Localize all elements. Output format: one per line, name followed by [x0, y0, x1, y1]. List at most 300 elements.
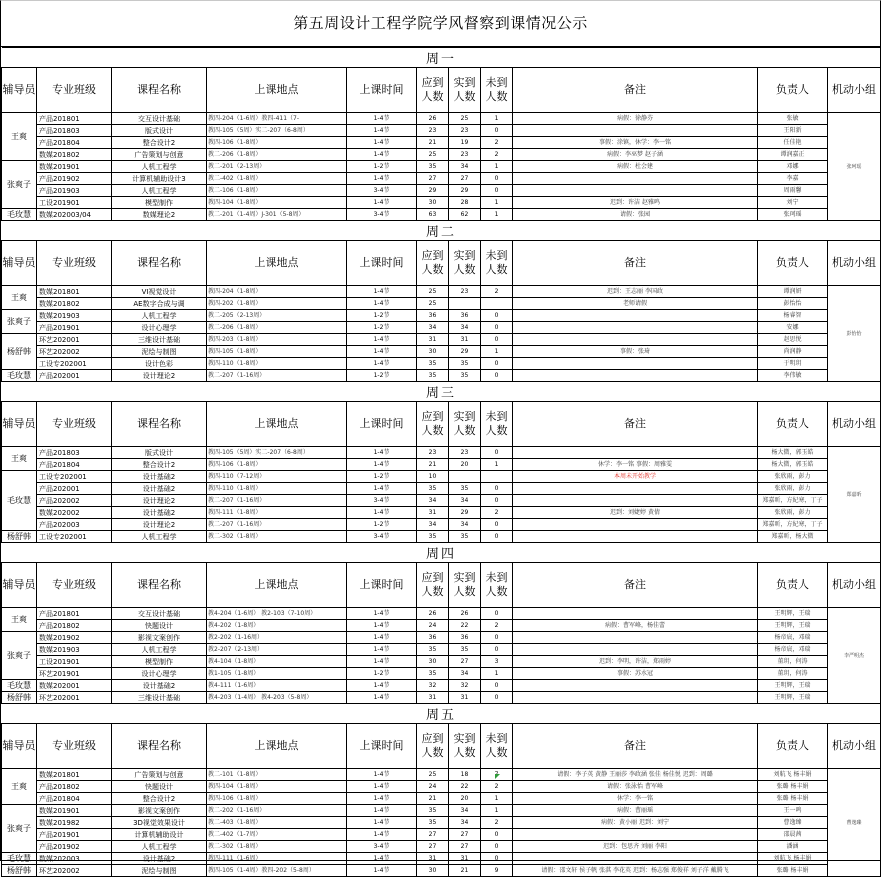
- remark-cell: [513, 334, 758, 346]
- table-row: [2, 692, 881, 704]
- actual-cell: 20: [449, 459, 481, 471]
- table-row: [2, 483, 881, 495]
- expected-cell: 24: [417, 620, 449, 632]
- counselor-cell: 杨舒韩: [2, 531, 37, 543]
- expected-cell: 27: [417, 173, 449, 185]
- absent-cell: 0: [481, 644, 513, 656]
- counselor-header: 辅导员: [2, 724, 37, 769]
- counselor-header: 辅导员: [2, 68, 37, 113]
- actual-cell: 27: [449, 656, 481, 668]
- location-cell: 教四-204（1-6周）教四-411（7-: [207, 113, 347, 125]
- class-cell: 数媒201901: [37, 805, 112, 817]
- course-header: 课程名称: [112, 724, 207, 769]
- expected-cell: 24: [417, 781, 449, 793]
- counselor-cell: 杨舒韩: [2, 865, 37, 877]
- absent-cell: 2: [481, 286, 513, 298]
- time-header: 上课时间: [347, 241, 417, 286]
- location-cell: 教四-106（1-8周）: [207, 459, 347, 471]
- actual-cell: 34: [449, 805, 481, 817]
- absent-header: 未到人数: [481, 402, 513, 447]
- day-title-row: [2, 543, 881, 563]
- counselor-cell: 王爽: [2, 608, 37, 632]
- absent-cell: 0: [481, 185, 513, 197]
- absent-cell: 0: [481, 370, 513, 382]
- course-cell: 设计理论2: [112, 495, 207, 507]
- counselor-cell: 毛玫慧: [2, 370, 37, 382]
- absent-cell: 1: [481, 209, 513, 221]
- actual-cell: 36: [449, 632, 481, 644]
- time-cell: 1-4节: [347, 817, 417, 829]
- absent-cell: 1: [481, 161, 513, 173]
- location-cell: 教4-204（1-6周） 教2-103（7-10周）: [207, 608, 347, 620]
- day-title: 周一: [2, 48, 881, 68]
- location-cell: 教四-104（1-8周）: [207, 781, 347, 793]
- absent-header: 未到人数: [481, 68, 513, 113]
- expected-cell: 35: [417, 370, 449, 382]
- remark-cell: [513, 125, 758, 137]
- class-cell: 产品201803: [37, 447, 112, 459]
- course-cell: 人机工程学: [112, 310, 207, 322]
- time-cell: 1-4节: [347, 334, 417, 346]
- responsible-header: 负责人: [758, 241, 828, 286]
- expected-cell: 35: [417, 161, 449, 173]
- expected-cell: 31: [417, 853, 449, 865]
- time-cell: 1-4节: [347, 769, 417, 781]
- actual-cell: 29: [449, 346, 481, 358]
- expected-cell: 25: [417, 298, 449, 310]
- remark-cell: 事假：苏水冠: [513, 668, 758, 680]
- expected-cell: 35: [417, 644, 449, 656]
- counselor-cell: 张爽子: [2, 310, 37, 334]
- table-row: [2, 471, 881, 483]
- course-cell: 版式设计: [112, 447, 207, 459]
- location-cell: 教二-207（1-16周）: [207, 519, 347, 531]
- counselor-cell: 毛玫慧: [2, 209, 37, 221]
- course-header: 课程名称: [112, 563, 207, 608]
- remark-cell: [513, 370, 758, 382]
- location-header: 上课地点: [207, 563, 347, 608]
- table-row: [2, 346, 881, 358]
- course-cell: 整合设计2: [112, 137, 207, 149]
- mobile-header: 机动小组: [828, 402, 881, 447]
- time-header: 上课时间: [347, 402, 417, 447]
- expected-cell: 34: [417, 322, 449, 334]
- responsible-cell: 谭润妍: [758, 286, 828, 298]
- responsible-cell: 周雨馨: [758, 185, 828, 197]
- class-cell: 产品201803: [37, 125, 112, 137]
- header-row: [2, 724, 881, 769]
- course-cell: 快题设计: [112, 781, 207, 793]
- responsible-cell: 于明玥: [758, 358, 828, 370]
- expected-cell: 32: [417, 680, 449, 692]
- time-cell: 1-4节: [347, 656, 417, 668]
- location-cell: 教四-111（1-8周）: [207, 507, 347, 519]
- class-cell: 产品201801: [37, 113, 112, 125]
- responsible-cell: 杨大微，郭玉皓: [758, 459, 828, 471]
- actual-cell: 20: [449, 793, 481, 805]
- remark-cell: [513, 495, 758, 507]
- absent-cell: 2: [481, 149, 513, 161]
- header-row: [2, 241, 881, 286]
- table-row: [2, 519, 881, 531]
- location-cell: 教四-105（1-4周）教四-202（5-8周）: [207, 865, 347, 877]
- responsible-cell: 王明辉，王瑞: [758, 692, 828, 704]
- time-cell: 1-4节: [347, 793, 417, 805]
- comment-marker: [495, 774, 500, 779]
- absent-cell: 0: [481, 632, 513, 644]
- table-row: [2, 209, 881, 221]
- absent-cell: 0: [481, 125, 513, 137]
- location-cell: 教二-206（1-8周）: [207, 149, 347, 161]
- expected-cell: 31: [417, 507, 449, 519]
- remark-cell: 请假：邵文轩 侯子帆 张淇 李花英 迟到：杨志强 郑俊祥 刘子洋 戴腾飞: [513, 865, 758, 877]
- counselor-cell: 王爽: [2, 769, 37, 805]
- time-cell: 3-4节: [347, 209, 417, 221]
- location-cell: 教二-202（1-16周）: [207, 805, 347, 817]
- table-row: [2, 286, 881, 298]
- absent-cell: [481, 298, 513, 310]
- day-title: 周二: [2, 221, 881, 241]
- class-cell: 工设专202001: [37, 471, 112, 483]
- responsible-cell: 刘宁: [758, 197, 828, 209]
- absent-cell: 1: [481, 197, 513, 209]
- mobile-group-cell: 彭怡怡: [828, 286, 881, 382]
- remark-cell: 请假：李子英 黄静 王丽莎 李政涵 张佳 杨佳悦 迟到：周璐: [513, 769, 758, 781]
- class-cell: 产品201804: [37, 793, 112, 805]
- course-cell: 设计心理学: [112, 668, 207, 680]
- remark-cell: 老师请假: [513, 298, 758, 310]
- table-row: [2, 459, 881, 471]
- expected-cell: 23: [417, 447, 449, 459]
- time-cell: 1-4节: [347, 620, 417, 632]
- absent-cell: 0: [481, 322, 513, 334]
- remark-cell: [513, 447, 758, 459]
- absent-cell: 0: [481, 358, 513, 370]
- expected-cell: 30: [417, 865, 449, 877]
- absent-cell: 2: [481, 620, 513, 632]
- expected-cell: 35: [417, 805, 449, 817]
- actual-cell: 34: [449, 495, 481, 507]
- actual-header: 实到人数: [449, 402, 481, 447]
- location-cell: 教二-206（1-8周）: [207, 322, 347, 334]
- expected-cell: 63: [417, 209, 449, 221]
- expected-header: 应到人数: [417, 68, 449, 113]
- responsible-cell: 彭怡怡: [758, 298, 828, 310]
- table-row: [2, 608, 881, 620]
- expected-cell: 26: [417, 608, 449, 620]
- counselor-cell: 杨舒韩: [2, 334, 37, 370]
- actual-cell: 31: [449, 853, 481, 865]
- course-cell: 模型制作: [112, 656, 207, 668]
- absent-cell: 1: [481, 793, 513, 805]
- absent-header: 未到人数: [481, 563, 513, 608]
- responsible-cell: 张欣雨，彭力: [758, 507, 828, 519]
- actual-cell: 23: [449, 447, 481, 459]
- table-row: [2, 334, 881, 346]
- expected-header: 应到人数: [417, 724, 449, 769]
- class-cell: 环艺202001: [37, 334, 112, 346]
- actual-cell: 34: [449, 519, 481, 531]
- responsible-cell: 李伟敏: [758, 370, 828, 382]
- expected-cell: 29: [417, 185, 449, 197]
- mobile-header: 机动小组: [828, 563, 881, 608]
- expected-cell: 21: [417, 459, 449, 471]
- counselor-header: 辅导员: [2, 241, 37, 286]
- class-header: 专业班级: [37, 68, 112, 113]
- table-row: [2, 161, 881, 173]
- remark-cell: 事假：涂镇，休学：李一铭: [513, 137, 758, 149]
- class-cell: 工设201901: [37, 656, 112, 668]
- class-cell: 产品202001: [37, 483, 112, 495]
- expected-header: 应到人数: [417, 402, 449, 447]
- actual-cell: 34: [449, 668, 481, 680]
- location-cell: 教二-302（1-8周）: [207, 841, 347, 853]
- table-row: [2, 781, 881, 793]
- absent-cell: 0: [481, 495, 513, 507]
- class-cell: 产品201804: [37, 137, 112, 149]
- actual-cell: 35: [449, 644, 481, 656]
- absent-header: 未到人数: [481, 724, 513, 769]
- table-row: [2, 173, 881, 185]
- table-row: [2, 680, 881, 692]
- location-cell: 教4-203（1-4周） 教4-203（5-8周）: [207, 692, 347, 704]
- location-cell: 教四-104（1-8周）: [207, 197, 347, 209]
- course-cell: 交互设计基础: [112, 113, 207, 125]
- responsible-cell: 任佳艳: [758, 137, 828, 149]
- remark-cell: 迟到：许洁 赵雅鸣: [513, 197, 758, 209]
- absent-cell: 0: [481, 310, 513, 322]
- location-cell: 教四-110（1-8周）: [207, 358, 347, 370]
- actual-cell: 21: [449, 865, 481, 877]
- table-row: [2, 495, 881, 507]
- class-cell: 产品201901: [37, 322, 112, 334]
- actual-cell: 23: [449, 125, 481, 137]
- time-cell: 1-4节: [347, 197, 417, 209]
- absent-cell: 3: [481, 656, 513, 668]
- table-row: [2, 644, 881, 656]
- responsible-cell: 张璐 杨丰娟: [758, 793, 828, 805]
- responsible-cell: 谭润嘉正: [758, 149, 828, 161]
- time-cell: 3-4节: [347, 185, 417, 197]
- class-header: 专业班级: [37, 402, 112, 447]
- remark-cell: [513, 310, 758, 322]
- absent-cell: 2: [481, 507, 513, 519]
- remark-cell: 病假：黄小丽 迟到：刘宁: [513, 817, 758, 829]
- course-cell: 设计基础2: [112, 471, 207, 483]
- time-cell: 1-4节: [347, 137, 417, 149]
- actual-cell: 22: [449, 781, 481, 793]
- counselor-header: 辅导员: [2, 402, 37, 447]
- expected-cell: 23: [417, 125, 449, 137]
- location-cell: 教二-403（1-8周）: [207, 817, 347, 829]
- location-cell: 教四-202（1-8周）: [207, 298, 347, 310]
- course-cell: 设计心理学: [112, 322, 207, 334]
- course-cell: 广告策划与创意: [112, 769, 207, 781]
- class-cell: 工设专202001: [37, 531, 112, 543]
- class-cell: 数媒201903: [37, 310, 112, 322]
- time-cell: 3-4节: [347, 495, 417, 507]
- mobile-group-cell: 郑嘉昕: [828, 447, 881, 543]
- remark-cell: 病假：徐静芬: [513, 113, 758, 125]
- course-cell: 计算机辅助设计3: [112, 173, 207, 185]
- class-cell: 产品202001: [37, 370, 112, 382]
- table-row: [2, 668, 881, 680]
- actual-cell: 34: [449, 161, 481, 173]
- responsible-cell: 董玥，何涛: [758, 656, 828, 668]
- absent-cell: 0: [481, 483, 513, 495]
- counselor-cell: 王爽: [2, 113, 37, 161]
- time-header: 上课时间: [347, 563, 417, 608]
- actual-cell: 27: [449, 841, 481, 853]
- actual-cell: 34: [449, 817, 481, 829]
- location-cell: 教四-204（1-8周）: [207, 286, 347, 298]
- responsible-cell: 李嘉: [758, 173, 828, 185]
- course-cell: 泥绘与制图: [112, 346, 207, 358]
- time-cell: 1-4节: [347, 608, 417, 620]
- absent-cell: 0: [481, 531, 513, 543]
- expected-cell: 10: [417, 471, 449, 483]
- actual-cell: 35: [449, 483, 481, 495]
- day-title: 周四: [2, 543, 881, 563]
- table-row: [2, 370, 881, 382]
- remark-cell: 病假：曹军峰，杨佳蕾: [513, 620, 758, 632]
- remark-cell: 休学：李一铭 事假：周雅雯: [513, 459, 758, 471]
- table-row: [2, 829, 881, 841]
- class-header: 专业班级: [37, 241, 112, 286]
- actual-header: 实到人数: [449, 724, 481, 769]
- course-cell: 设计理论2: [112, 519, 207, 531]
- time-cell: 1-4节: [347, 829, 417, 841]
- time-cell: 1-2节: [347, 322, 417, 334]
- course-cell: 快题设计: [112, 620, 207, 632]
- table-row: [2, 310, 881, 322]
- table-row: [2, 149, 881, 161]
- time-cell: 1-4节: [347, 853, 417, 865]
- responsible-cell: 郑嘉昕，方紀寒，丁子: [758, 495, 828, 507]
- responsible-cell: 王明辉，王瑞: [758, 608, 828, 620]
- course-cell: 设计基础2: [112, 507, 207, 519]
- absent-cell: 0: [481, 519, 513, 531]
- time-cell: 1-4节: [347, 113, 417, 125]
- remark-header: 备注: [513, 241, 758, 286]
- actual-cell: 62: [449, 209, 481, 221]
- time-cell: 1-4节: [347, 507, 417, 519]
- remark-cell: 休学：李一铭: [513, 793, 758, 805]
- responsible-cell: 安娜: [758, 322, 828, 334]
- attendance-tables: [1, 47, 880, 877]
- responsible-cell: 张珂瑶: [758, 209, 828, 221]
- actual-cell: 35: [449, 358, 481, 370]
- actual-cell: 23: [449, 286, 481, 298]
- time-cell: 1-2节: [347, 471, 417, 483]
- time-cell: 1-4节: [347, 680, 417, 692]
- course-cell: 设计基础2: [112, 483, 207, 495]
- class-cell: 数媒201901: [37, 161, 112, 173]
- actual-cell: 27: [449, 173, 481, 185]
- location-cell: 教四-106（1-8周）: [207, 137, 347, 149]
- course-cell: 人机工程学: [112, 841, 207, 853]
- course-cell: 设计理论2: [112, 370, 207, 382]
- responsible-cell: 张璐 杨丰娟: [758, 865, 828, 877]
- time-cell: 1-4节: [347, 644, 417, 656]
- responsible-cell: 郑嘉昕，方紀寒，丁子: [758, 519, 828, 531]
- expected-cell: 21: [417, 137, 449, 149]
- course-header: 课程名称: [112, 68, 207, 113]
- table-row: [2, 358, 881, 370]
- remark-cell: 迟到：王志丽 李国政: [513, 286, 758, 298]
- location-cell: 教四-105（5周）实二-207（6-8周）: [207, 125, 347, 137]
- course-cell: 泥绘与制图: [112, 865, 207, 877]
- absent-cell: 0: [481, 608, 513, 620]
- remark-cell: 迟到：李明，许洁，郑雨婷: [513, 656, 758, 668]
- time-cell: 1-4节: [347, 865, 417, 877]
- class-header: 专业班级: [37, 563, 112, 608]
- table-row: [2, 113, 881, 125]
- actual-cell: [449, 471, 481, 483]
- location-header: 上课地点: [207, 241, 347, 286]
- class-cell: 产品202002: [37, 495, 112, 507]
- expected-cell: 25: [417, 286, 449, 298]
- remark-cell: [513, 644, 758, 656]
- time-header: 上课时间: [347, 724, 417, 769]
- table-row: [2, 805, 881, 817]
- location-cell: 教1-105（1-8周）: [207, 668, 347, 680]
- course-header: 课程名称: [112, 402, 207, 447]
- class-cell: 产品201902: [37, 173, 112, 185]
- time-cell: 1-4节: [347, 459, 417, 471]
- actual-cell: 35: [449, 370, 481, 382]
- remark-cell: [513, 692, 758, 704]
- class-cell: 环艺202002: [37, 865, 112, 877]
- class-cell: 产品201903: [37, 185, 112, 197]
- expected-cell: 36: [417, 632, 449, 644]
- class-cell: 产品201802: [37, 620, 112, 632]
- time-cell: 1-2节: [347, 370, 417, 382]
- time-cell: 1-4节: [347, 632, 417, 644]
- remark-cell: 病假：李巫梦 赵子涵: [513, 149, 758, 161]
- counselor-cell: 王爽: [2, 447, 37, 471]
- responsible-cell: 刘航飞 杨丰娟: [758, 853, 828, 865]
- actual-cell: [449, 298, 481, 310]
- expected-cell: 35: [417, 668, 449, 680]
- counselor-cell: 王爽: [2, 286, 37, 310]
- absent-cell: 0: [481, 447, 513, 459]
- class-cell: 数媒202002: [37, 507, 112, 519]
- course-cell: 整合设计2: [112, 459, 207, 471]
- remark-cell: [513, 358, 758, 370]
- absent-cell: 1: [481, 346, 513, 358]
- table-row: [2, 853, 881, 865]
- absent-cell: 0: [481, 692, 513, 704]
- counselor-cell: 张爽子: [2, 632, 37, 680]
- expected-cell: 26: [417, 113, 449, 125]
- table-row: [2, 298, 881, 310]
- expected-header: 应到人数: [417, 241, 449, 286]
- remark-cell: [513, 829, 758, 841]
- remark-cell: 本周未开始教学: [513, 471, 758, 483]
- actual-cell: 31: [449, 334, 481, 346]
- expected-cell: 36: [417, 310, 449, 322]
- table-row: [2, 507, 881, 519]
- class-cell: 环艺202001: [37, 692, 112, 704]
- counselor-cell: 张爽子: [2, 161, 37, 209]
- table-row: [2, 817, 881, 829]
- course-cell: VI视觉设计: [112, 286, 207, 298]
- attendance-table: [1, 47, 881, 877]
- time-cell: 1-4节: [347, 149, 417, 161]
- responsible-header: 负责人: [758, 724, 828, 769]
- remark-cell: 迟到：包思齐 刘丽 李阳: [513, 841, 758, 853]
